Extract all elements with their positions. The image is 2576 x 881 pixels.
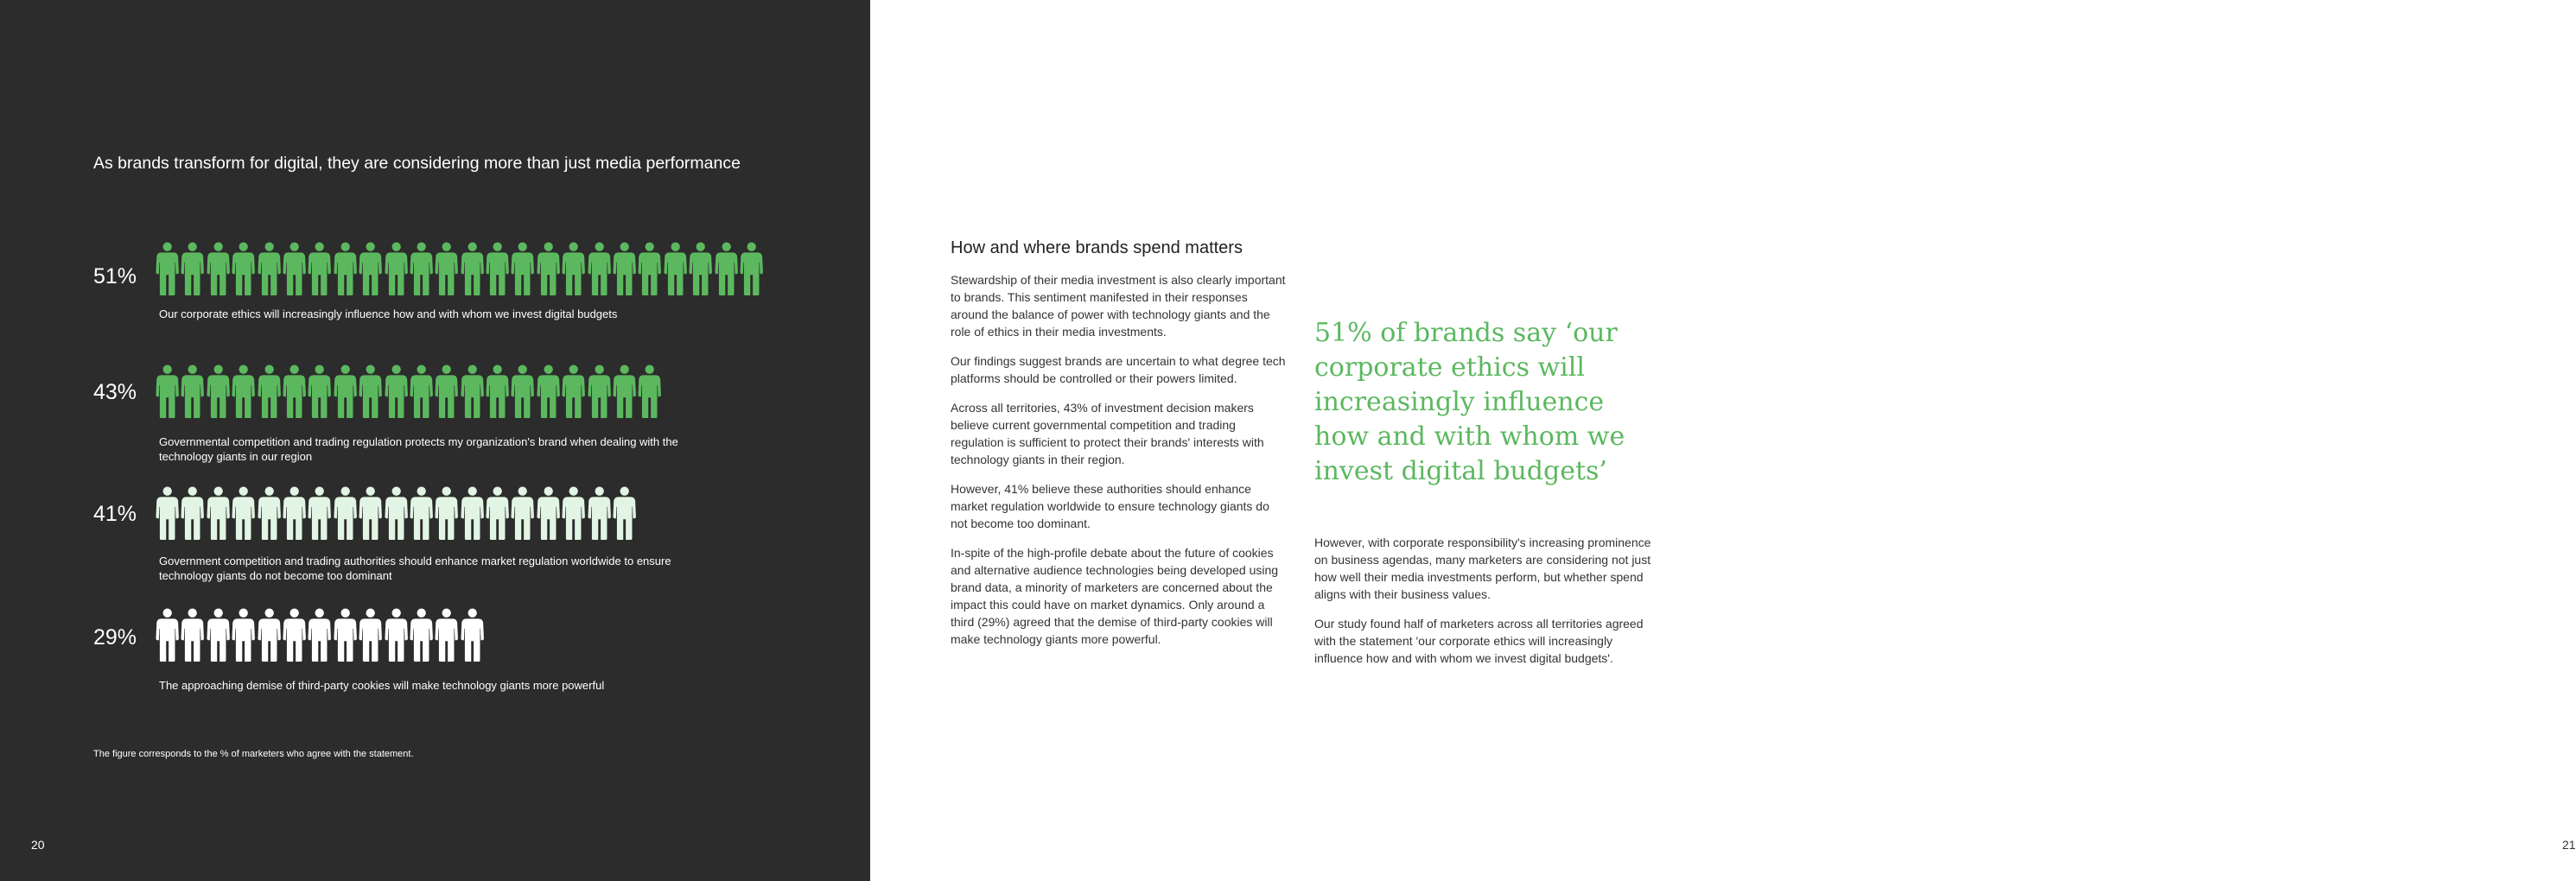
person-icon [283, 608, 306, 662]
person-icon [283, 364, 306, 418]
body-paragraph: In-spite of the high-profile debate about the future of cookies and alternative audience technologies being developed using brand data, a minority of marketers are concerned about the impact this could have on market dynamics. Only around a third (29%) agreed that the demise of third-party cookies will make technology giants more powerful. [951, 546, 1279, 646]
body-text-column [951, 271, 1288, 660]
person-icon [385, 364, 408, 418]
person-icon-strip [156, 364, 662, 418]
side-paragraph: Our study found half of marketers across all territories agreed with the statement 'our corporate ethics will increasingly influence how and with whom we invest digital budgets'. [1314, 617, 1644, 665]
person-icon [156, 486, 179, 540]
person-icon [511, 486, 534, 540]
person-icon [410, 364, 433, 418]
person-icon [283, 486, 306, 540]
person-icon [181, 608, 204, 662]
person-icon [410, 608, 433, 662]
person-icon [334, 242, 357, 295]
person-icon [435, 608, 458, 662]
person-icon [258, 242, 281, 295]
person-icon [359, 242, 382, 295]
person-icon [613, 242, 636, 295]
body-paragraph: Across all territories, 43% of investment decision makers believe current governmental competition and trading regulation is sufficient to protect their brands' interests with technology giants in their region. [951, 401, 1264, 466]
stat-label: Government competition and trading authorities should enhance market regulation worldwide to ensure technology giants do not become too dominant [159, 555, 671, 582]
person-icon [308, 486, 331, 540]
side-paragraph: However, with corporate responsibility's increasing prominence on business agendas, many marketers are considering not just how well their media investments perform, but whether spend aligns with their business values. [1314, 536, 1651, 601]
person-icon [435, 364, 458, 418]
person-icon [334, 486, 357, 540]
person-icon [359, 486, 382, 540]
right-page [870, 0, 2576, 881]
left-page [0, 0, 870, 881]
person-icon [410, 486, 433, 540]
person-icon [385, 242, 408, 295]
person-icon [334, 608, 357, 662]
person-icon [689, 242, 712, 295]
person-icon [207, 486, 230, 540]
chart-heading: As brands transform for digital, they are considering more than just media performance [93, 154, 741, 173]
person-icon [258, 608, 281, 662]
pull-quote: 51% of brands say ‘our corporate ethics will increasingly influence how and with whom we invest digital budgets’ [1314, 318, 1625, 486]
stat-percent: 51% [93, 264, 137, 288]
chart-footnote: The figure corresponds to the % of marketers who agree with the statement. [93, 749, 414, 759]
section-title: How and where brands spend matters [951, 238, 1243, 257]
person-icon [461, 242, 484, 295]
person-icon [715, 242, 738, 295]
person-icon [562, 486, 585, 540]
side-text-column [1314, 534, 1656, 679]
person-icon [511, 242, 534, 295]
person-icon [588, 364, 611, 418]
person-icon [283, 242, 306, 295]
person-icon [385, 608, 408, 662]
person-icon [613, 486, 636, 540]
person-icon [258, 486, 281, 540]
person-icon [537, 486, 560, 540]
person-icon [588, 242, 611, 295]
person-icon [181, 486, 204, 540]
body-paragraph: However, 41% believe these authorities should enhance market regulation worldwide to ensure technology giants do not become too dominant. [951, 482, 1269, 530]
person-icon [258, 364, 281, 418]
person-icon [207, 608, 230, 662]
person-icon [334, 364, 357, 418]
person-icon [207, 364, 230, 418]
person-icon [308, 364, 331, 418]
person-icon [486, 242, 509, 295]
body-paragraph: Our findings suggest brands are uncertain to what degree tech platforms should be controlled or their powers limited. [951, 354, 1286, 385]
person-icon [638, 364, 661, 418]
person-icon [537, 364, 560, 418]
person-icon-strip [156, 242, 763, 295]
person-icon [156, 242, 179, 295]
person-icon [181, 364, 204, 418]
person-icon [562, 242, 585, 295]
person-icon [359, 608, 382, 662]
person-icon [308, 242, 331, 295]
person-icon [435, 242, 458, 295]
person-icon [664, 242, 687, 295]
person-icon [359, 364, 382, 418]
person-icon [486, 486, 509, 540]
person-icon [385, 486, 408, 540]
person-icon [613, 364, 636, 418]
person-icon [232, 608, 255, 662]
person-icon [156, 608, 179, 662]
person-icon [308, 608, 331, 662]
person-icon [181, 242, 204, 295]
person-icon [486, 364, 509, 418]
stat-label: Our corporate ethics will increasingly influence how and with whom we invest digital budgets [159, 307, 618, 320]
person-icon [461, 364, 484, 418]
person-icon [740, 242, 763, 295]
person-icon [461, 486, 484, 540]
person-icon [588, 486, 611, 540]
stat-label: The approaching demise of third-party cookies will make technology giants more powerful [159, 679, 605, 692]
person-icon [537, 242, 560, 295]
person-icon [461, 608, 484, 662]
stat-percent: 41% [93, 502, 137, 526]
stat-label: Governmental competition and trading regulation protects my organization's brand when dealing with the technology giants in our region [159, 435, 678, 463]
person-icon [638, 242, 661, 295]
person-icon [232, 242, 255, 295]
stat-percent: 43% [93, 380, 137, 404]
person-icon [435, 486, 458, 540]
person-icon [232, 486, 255, 540]
body-paragraph: Stewardship of their media investment is also clearly important to brands. This sentiment manifested in their responses around the balance of power with technology giants and the role of ethics in their media investments. [951, 273, 1286, 339]
person-icon [232, 364, 255, 418]
person-icon-strip [156, 608, 484, 662]
person-icon [207, 242, 230, 295]
person-icon [410, 242, 433, 295]
page-number: 20 [31, 838, 45, 852]
person-icon [562, 364, 585, 418]
person-icon [156, 364, 179, 418]
person-icon-strip [156, 486, 636, 540]
page-number: 21 [2562, 838, 2576, 852]
stat-percent: 29% [93, 625, 137, 650]
person-icon [511, 364, 534, 418]
